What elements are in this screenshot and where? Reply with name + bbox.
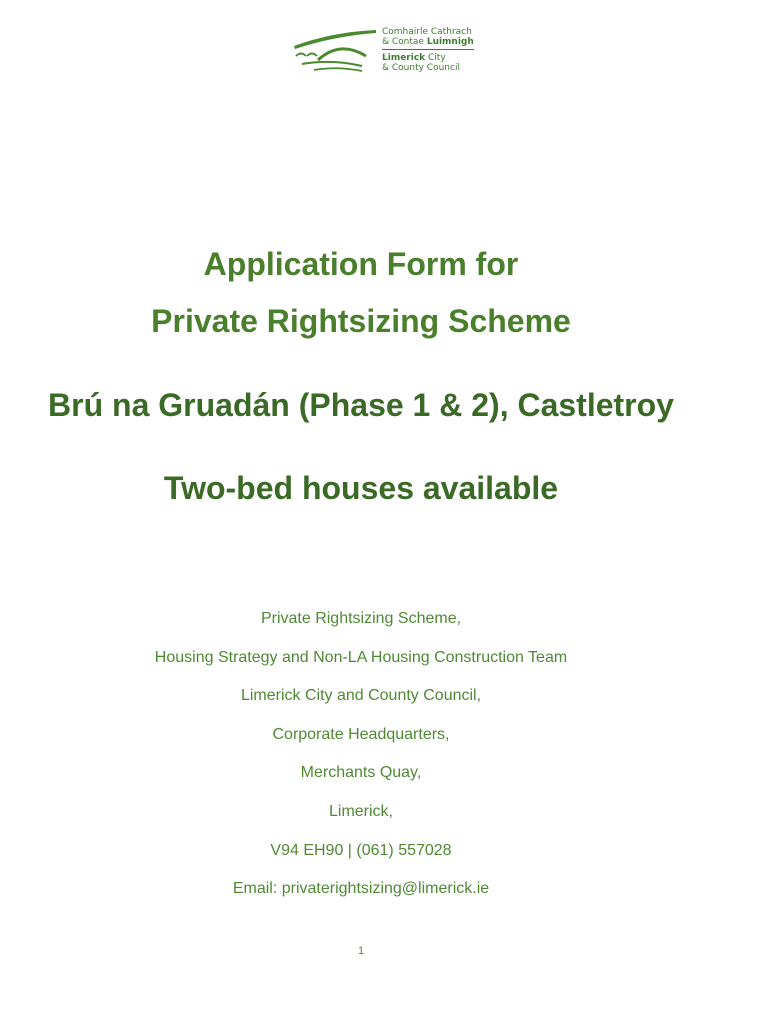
- availability-heading: Two-bed houses available: [163, 470, 559, 506]
- logo-irish-line-1: Comhairle Cathrach: [382, 27, 472, 37]
- address-line: Merchants Quay,: [300, 764, 422, 782]
- address-line: Private Rightsizing Scheme,: [260, 610, 462, 627]
- bridge-logo-icon: [292, 26, 376, 76]
- address-line: Limerick,: [328, 802, 393, 820]
- address-line: Housing Strategy and Non-LA Housing Construction Team: [154, 648, 568, 666]
- address-line: V94 EH90 | (061) 557028: [270, 841, 452, 859]
- logo-irish-line-2: & Contae Luimnigh: [382, 37, 474, 47]
- council-logo: [292, 26, 482, 84]
- logo-wordmark: [382, 27, 482, 73]
- logo-english-line-1: Limerick City: [382, 53, 446, 63]
- logo-divider: [382, 49, 474, 50]
- document-title-line-2: Private Rightsizing Scheme: [151, 303, 571, 339]
- address-line: Limerick City and County Council,: [240, 687, 482, 705]
- development-location: Brú na Gruadán (Phase 1 & 2), Castletroy: [48, 387, 674, 423]
- address-line: Corporate Headquarters,: [272, 725, 450, 743]
- document-title-line-1: Application Form for: [203, 246, 519, 282]
- page-number: 1: [357, 945, 365, 957]
- logo-english-line-2: & County Council: [382, 63, 460, 73]
- contact-email: Email: privaterightsizing@limerick.ie: [232, 880, 490, 898]
- contact-address-block: [0, 608, 722, 917]
